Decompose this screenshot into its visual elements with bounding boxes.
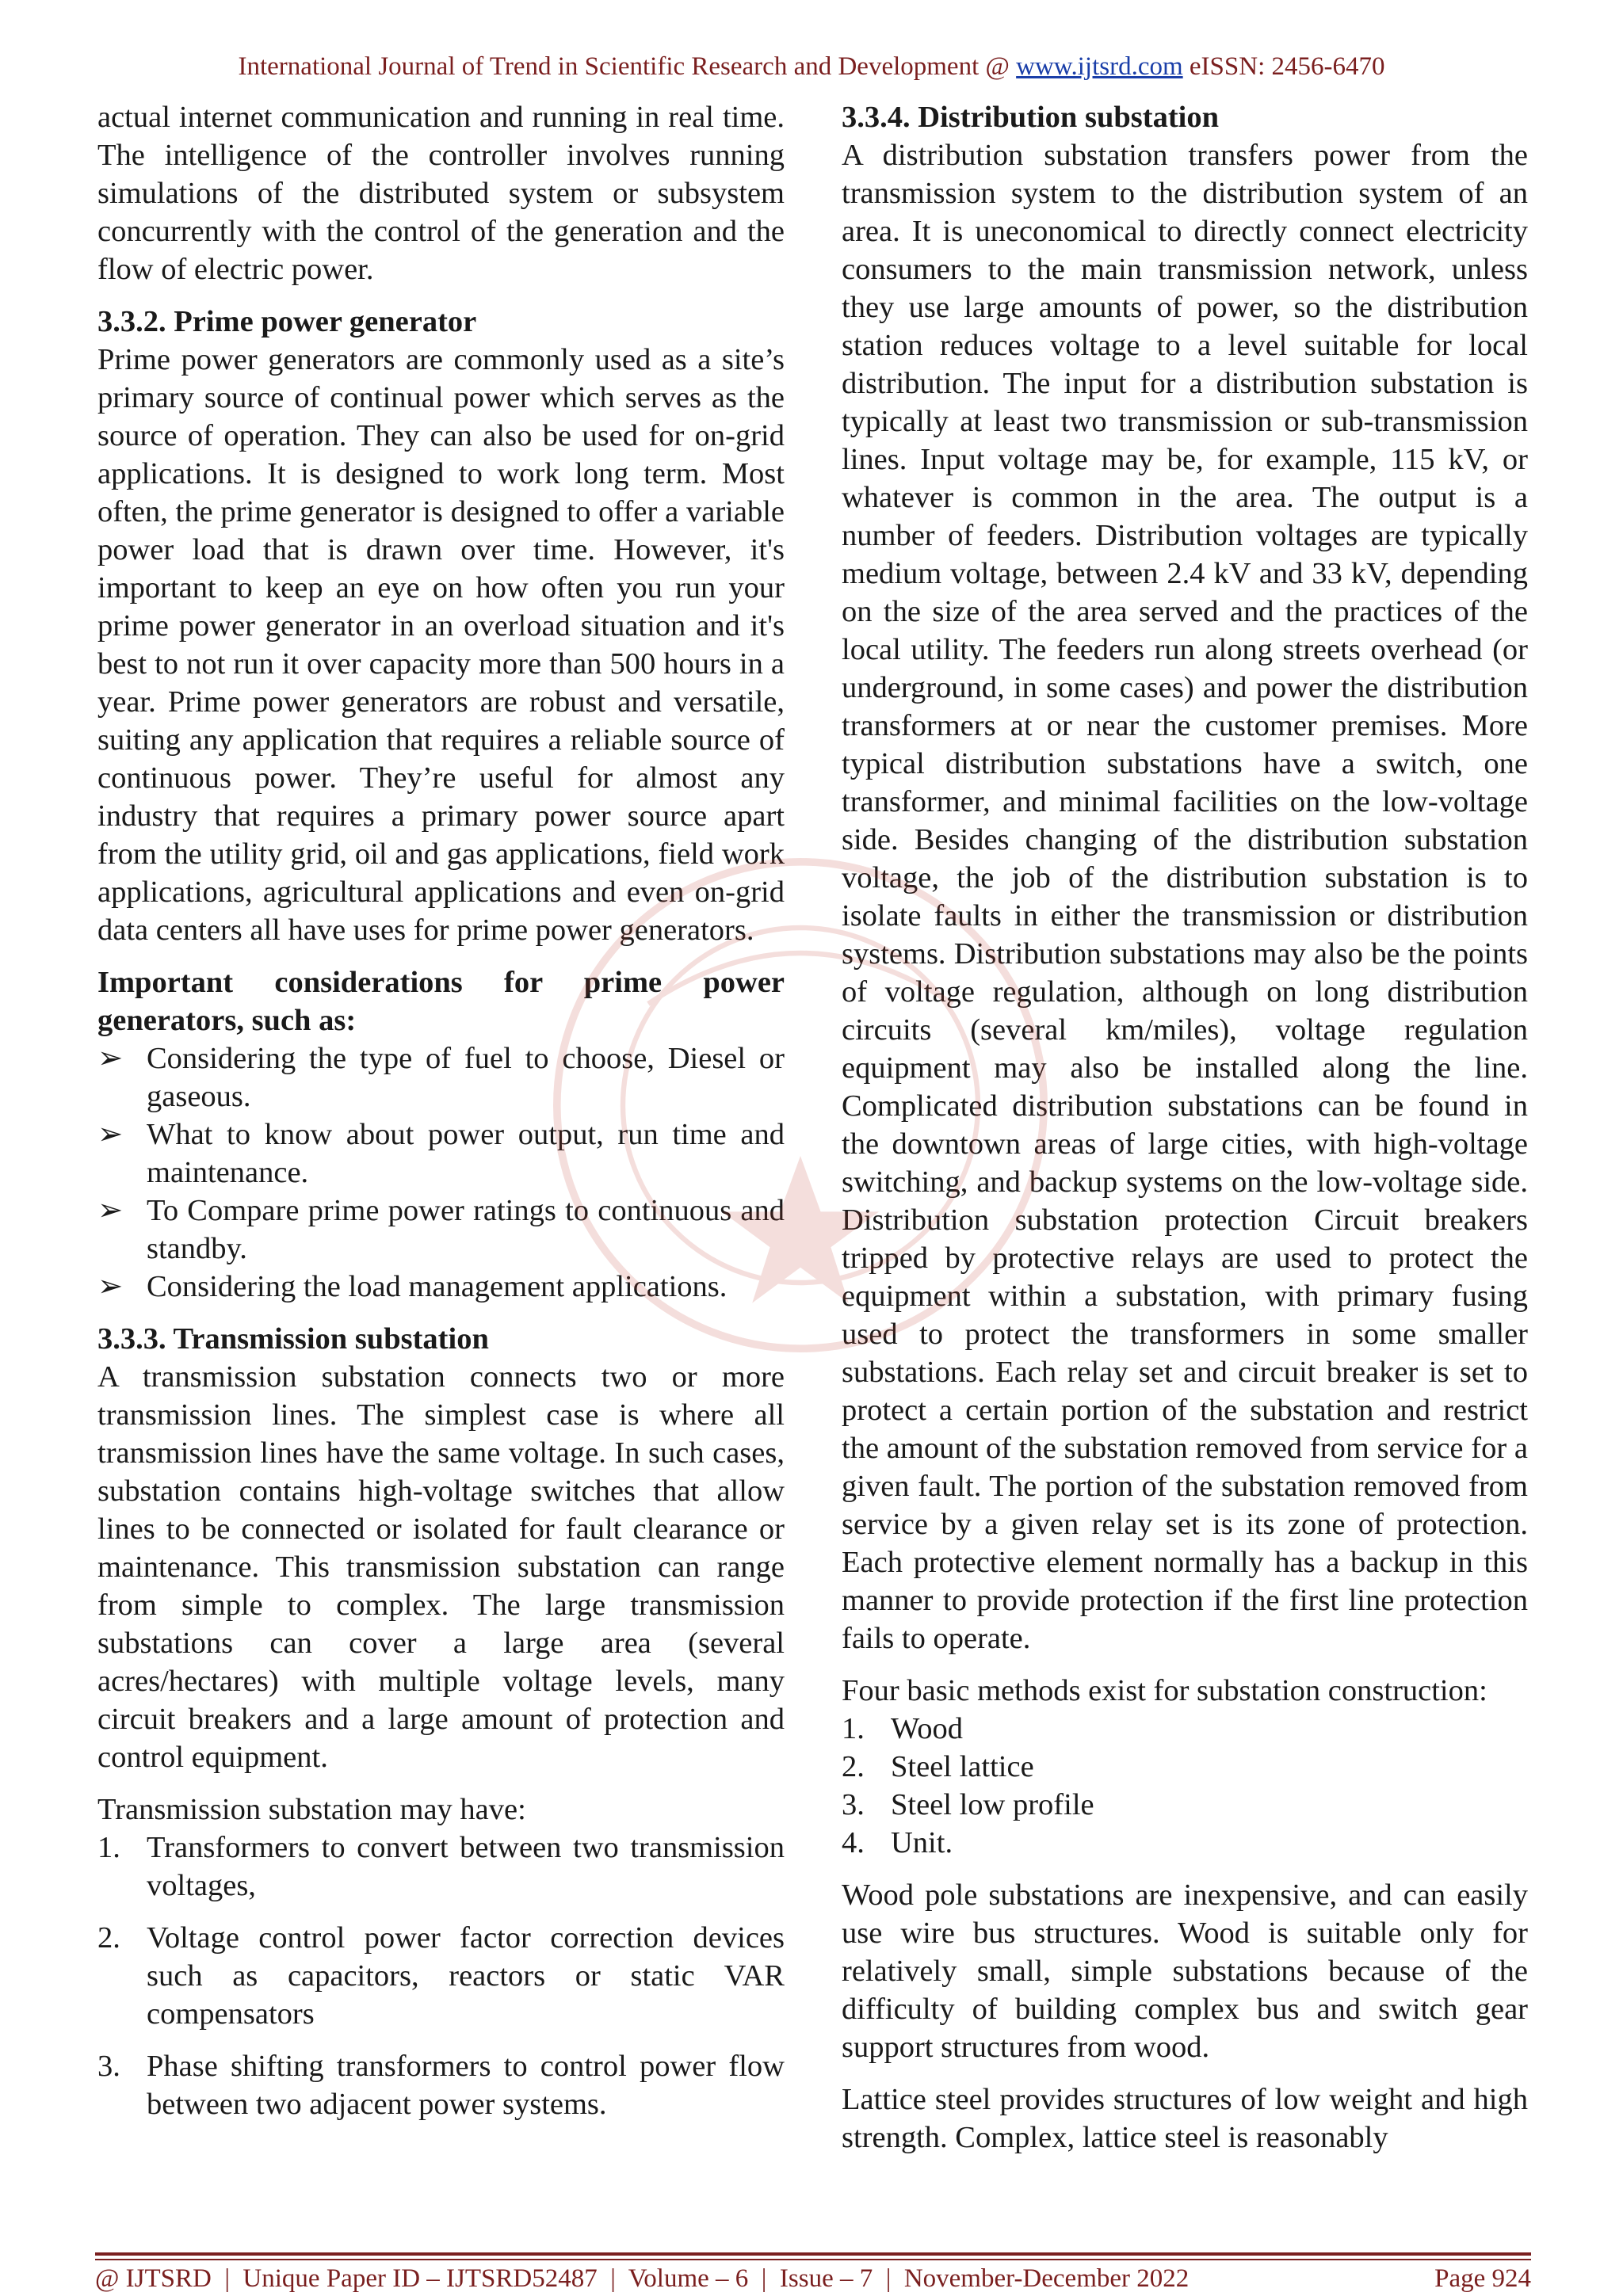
construction-methods-list <box>842 1710 1528 1862</box>
construction-methods-intro: Four basic methods exist for substation construction: <box>842 1674 1487 1707</box>
intro-paragraph: actual internet communication and running in real time. The intelligence of the controller involves running simulations of the distributed system or subsystem concurrently with the control of the generation and the flow of electric power. <box>97 101 785 286</box>
list-item: 2. Voltage control power factor correction devices such as capacitors, reactors or static VAR compensators <box>97 1921 785 2031</box>
section-3-3-4-heading: 3.3.4. Distribution substation <box>842 101 1220 134</box>
section-3-3-2-heading: 3.3.2. Prime power generator <box>97 305 477 338</box>
page-number: Page 924 <box>1434 2264 1531 2293</box>
lattice-steel-paragraph: Lattice steel provides structures of low weight and high strength. Complex, lattice steel is reasonably <box>842 2083 1528 2154</box>
considerations-heading: Important considerations for prime power generators, such as: <box>97 966 785 1037</box>
journal-website-link[interactable]: www.ijtsrd.com <box>1016 52 1183 81</box>
list-item: 1. Wood <box>842 1712 964 1745</box>
wood-pole-paragraph: Wood pole substations are inexpensive, and can easily use wire bus structures. Wood is suitable only for relatively small, simple substations because of the difficulty of building complex bus and switch gear support structures from wood. <box>842 1878 1528 2064</box>
left-column <box>97 98 785 2138</box>
header-issn: eISSN: 2456-6470 <box>1182 52 1385 81</box>
list-item: ➢ Considering the load management applications. <box>97 1268 785 1306</box>
arrow-bullet-icon: ➢ <box>97 1118 124 1151</box>
list-item: 4. Unit. <box>842 1826 953 1859</box>
list-item: 3. Steel low profile <box>842 1788 1094 1821</box>
considerations-list <box>97 1039 785 1306</box>
distribution-substation-paragraph: A distribution substation transfers power from the transmission system to the distribution system of an area. It is uneconomical to directly connect electricity consumers to the main transmission network, unless they use large amounts of power, so the distribution station reduces voltage to a level suitable for local distribution. The input for a distribution substation is typically at least two transmission or sub-transmission lines. Input voltage may be, for example, 115 kV, or whatever is common in the area. The output is a number of feeders. Distribution voltages are typically medium voltage, between 2.4 kV and 33 kV, depending on the size of the area served and the practices of the local utility. The feeders run along streets overhead (or underground, in some cases) and power the distribution transformers at or near the customer premises. More typical distribution substations have a switch, one transformer, and minimal facilities on the low-voltage side. Besides changing of the distribution substation voltage, the job of the distribution substation is to isolate faults in either the transmission or distribution systems. Distribution substations may also be the points of voltage regulation, although on long distribution circuits (several km/miles), voltage regulation equipment may also be installed along the line. Complicated distribution substations can be found in the downtown areas of large cities, with high-voltage switching, and backup systems on the low-voltage side. Distribution substation protection Circuit breakers tripped by protective relays are used to protect the equipment within a substation, with primary fusing used to protect the transformers in some smaller substations. Each relay set and circuit breaker is set to protect a certain portion of the substation and restrict the amount of the substation removed from service for a given fault. The portion of the substation removed from service by a given relay set is its zone of protection. Each protective element normally has a backup in this manner to provide protection if the first line protection fails to operate. <box>842 139 1528 1655</box>
list-item: ➢ Considering the type of fuel to choose, Diesel or gaseous. <box>97 1039 785 1116</box>
list-item: 3. Phase shifting transformers to control power flow between two adjacent power systems. <box>97 2050 785 2121</box>
section-3-3-3-heading: 3.3.3. Transmission substation <box>97 1322 489 1356</box>
list-item: ➢ To Compare prime power ratings to continuous and standby. <box>97 1192 785 1268</box>
list-item: 1. Transformers to convert between two transmission voltages, <box>97 1831 785 1902</box>
footer-rule <box>95 2259 1531 2260</box>
arrow-bullet-icon: ➢ <box>97 1042 124 1075</box>
list-item: 2. Steel lattice <box>842 1750 1034 1783</box>
arrow-bullet-icon: ➢ <box>97 1270 124 1303</box>
transmission-equipment-list <box>97 1829 785 2123</box>
transmission-may-have: Transmission substation may have: <box>97 1793 526 1826</box>
header-text: International Journal of Trend in Scientific Research and Development @ <box>238 52 1017 81</box>
prime-power-paragraph: Prime power generators are commonly used as a site’s primary source of continual power which serves as the source of operation. They can also be used for on-grid applications. It is designed to work long term. Most often, the prime generator is designed to offer a variable power load that is drawn over time. However, it's important to keep an eye on how often you run your prime power generator in an overload situation and it's best to not run it over capacity more than 500 hours in a year. Prime power generators are robust and versatile, suiting any application that requires a reliable source of continuous power. They’re useful for almost any industry that requires a primary power source apart from the utility grid, oil and gas applications, field work applications, agricultural applications and even on-grid data centers all have uses for prime power generators. <box>97 343 785 947</box>
right-column <box>842 98 1528 2157</box>
transmission-substation-paragraph: A transmission substation connects two or more transmission lines. The simplest case is where all transmission lines have the same voltage. In such cases, substation contains high-voltage switches that allow lines to be connected or isolated for fault clearance or maintenance. This transmission substation can range from simple to complex. The large transmission substations can cover a large area (several acres/hectares) with multiple voltage levels, many circuit breakers and a large amount of protection and control equipment. <box>97 1360 785 1774</box>
list-item: ➢ What to know about power output, run time and maintenance. <box>97 1116 785 1192</box>
arrow-bullet-icon: ➢ <box>97 1194 124 1227</box>
footer-text: @ IJTSRD | Unique Paper ID – IJTSRD52487 | Volume – 6 | Issue – 7 | November-December 2022 <box>95 2264 1190 2293</box>
running-footer <box>95 2263 1531 2294</box>
footer-rule <box>95 2252 1531 2256</box>
running-header <box>0 49 1623 84</box>
